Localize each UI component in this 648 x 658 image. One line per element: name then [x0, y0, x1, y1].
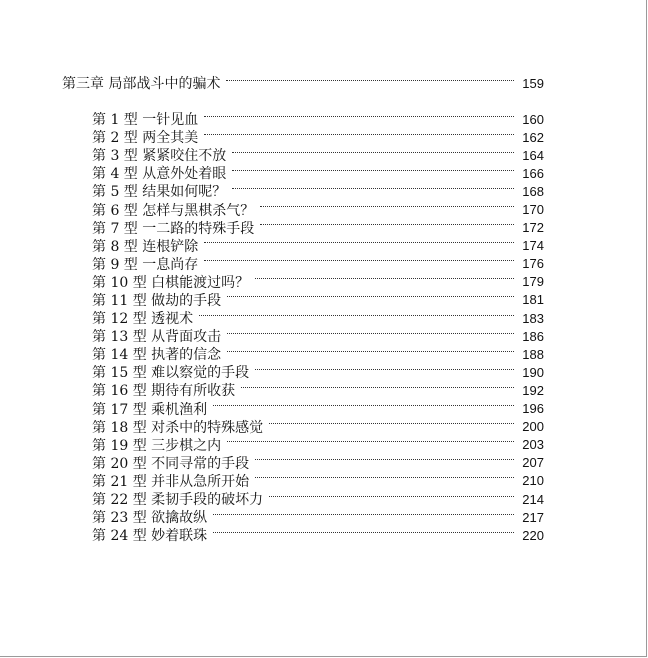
toc-entry-page: 179	[522, 274, 544, 290]
toc-entry	[92, 182, 544, 200]
toc-entry-label: 第 3 型 紧紧咬住不放	[92, 148, 227, 165]
toc-entry-page: 207	[522, 455, 544, 471]
dot-leader	[232, 152, 514, 153]
chapter-page-number: 159	[522, 75, 544, 91]
toc-entry	[92, 454, 544, 472]
toc-entry-label: 第 19 型 三步棋之内	[92, 437, 222, 454]
dot-leader	[241, 387, 514, 388]
dot-leader	[227, 441, 514, 442]
dot-leader	[227, 333, 514, 334]
toc-entry-label: 第 8 型 连根铲除	[92, 238, 199, 255]
toc-entry	[92, 436, 544, 454]
dot-leader	[204, 134, 514, 135]
toc-entry	[92, 200, 544, 218]
toc-entry	[92, 219, 544, 237]
toc-entry	[92, 526, 544, 544]
dot-leader	[213, 514, 514, 515]
toc-entry-label: 第 12 型 透视术	[92, 311, 194, 328]
toc-entry-page: 160	[522, 111, 544, 127]
toc-entry	[92, 291, 544, 309]
dot-leader	[232, 188, 514, 189]
toc-entry-label: 第 14 型 执著的信念	[92, 347, 222, 364]
toc-entry-page: 170	[522, 202, 544, 218]
dot-leader	[255, 278, 514, 279]
toc-entry-label: 第 6 型 怎样与黑棋杀气？	[92, 202, 255, 219]
toc-entry-label: 第 5 型 结果如何呢？	[92, 184, 227, 201]
dot-leader	[255, 459, 514, 460]
toc-entry	[92, 255, 544, 273]
dot-leader	[232, 170, 514, 171]
toc-entry	[92, 508, 544, 526]
dot-leader	[260, 224, 514, 225]
dot-leader	[213, 405, 514, 406]
toc-entry	[92, 400, 544, 418]
toc-entry-label: 第 18 型 对杀中的特殊感觉	[92, 419, 264, 436]
toc-entry	[92, 418, 544, 436]
toc-entry-page: 200	[522, 419, 544, 435]
toc-entry-page: 190	[522, 364, 544, 380]
toc-entry-page: 210	[522, 473, 544, 489]
toc-entry-page: 196	[522, 401, 544, 417]
dot-leader	[255, 477, 514, 478]
toc-entry-page: 186	[522, 328, 544, 344]
toc-entry-page: 220	[522, 527, 544, 543]
toc-entry	[92, 381, 544, 399]
dot-leader	[204, 116, 514, 117]
toc-entry-label: 第 16 型 期待有所收获	[92, 383, 236, 400]
toc-entry-label: 第 20 型 不同寻常的手段	[92, 455, 250, 472]
chapter-heading-row	[62, 73, 544, 93]
toc-entry	[92, 237, 544, 255]
toc-entry-label: 第 1 型 一针见血	[92, 112, 199, 129]
toc-entry-label: 第 10 型 白棋能渡过吗？	[92, 274, 250, 291]
toc-entry	[92, 363, 544, 381]
toc-entry-label: 第 21 型 并非从急所开始	[92, 473, 250, 490]
toc-entry-label: 第 11 型 做劫的手段	[92, 292, 222, 309]
toc-entry-page: 192	[522, 382, 544, 398]
toc-entry-page: 176	[522, 256, 544, 272]
dot-leader	[204, 260, 514, 261]
toc-entry-page: 188	[522, 346, 544, 362]
dot-leader	[226, 80, 514, 81]
toc-entry-page: 168	[522, 183, 544, 199]
toc-entry-page: 162	[522, 129, 544, 145]
toc-entry-page: 217	[522, 509, 544, 525]
toc-entry-label: 第 17 型 乘机渔利	[92, 401, 208, 418]
toc-entry	[92, 110, 544, 128]
toc-entry	[92, 309, 544, 327]
dot-leader	[260, 206, 514, 207]
toc-entry-page: 181	[522, 292, 544, 308]
toc-entry	[92, 345, 544, 363]
toc-entry-page: 164	[522, 147, 544, 163]
toc-entry-label: 第 23 型 欲擒故纵	[92, 510, 208, 527]
toc-entry	[92, 490, 544, 508]
toc-entry-label: 第 13 型 从背面攻击	[92, 329, 222, 346]
chapter-title: 第三章 局部战斗中的骗术	[62, 76, 221, 92]
toc-entry-label: 第 7 型 一二路的特殊手段	[92, 220, 255, 237]
toc-entry-page: 183	[522, 310, 544, 326]
toc-entry-page: 214	[522, 491, 544, 507]
dot-leader	[269, 423, 514, 424]
dot-leader	[269, 496, 514, 497]
dot-leader	[199, 315, 514, 316]
toc-entry-label: 第 9 型 一息尚存	[92, 256, 199, 273]
toc-entry	[92, 327, 544, 345]
dot-leader	[213, 532, 514, 533]
toc-entry-page: 203	[522, 437, 544, 453]
dot-leader	[255, 369, 514, 370]
toc-entry-page: 174	[522, 238, 544, 254]
toc-entry	[92, 472, 544, 490]
toc-entry-label: 第 15 型 难以察觉的手段	[92, 365, 250, 382]
toc-entry-label: 第 24 型 妙着联珠	[92, 528, 208, 545]
toc-entry-list	[92, 110, 544, 544]
toc-entry	[92, 128, 544, 146]
dot-leader	[204, 242, 514, 243]
toc-entry-label: 第 4 型 从意外处着眼	[92, 166, 227, 183]
toc-entry-label: 第 22 型 柔韧手段的破坏力	[92, 492, 264, 509]
toc-entry	[92, 164, 544, 182]
toc-entry-label: 第 2 型 两全其美	[92, 130, 199, 147]
dot-leader	[227, 351, 514, 352]
toc-entry-page: 172	[522, 220, 544, 236]
toc-entry	[92, 146, 544, 164]
dot-leader	[227, 296, 514, 297]
toc-entry	[92, 273, 544, 291]
toc-entry-page: 166	[522, 165, 544, 181]
